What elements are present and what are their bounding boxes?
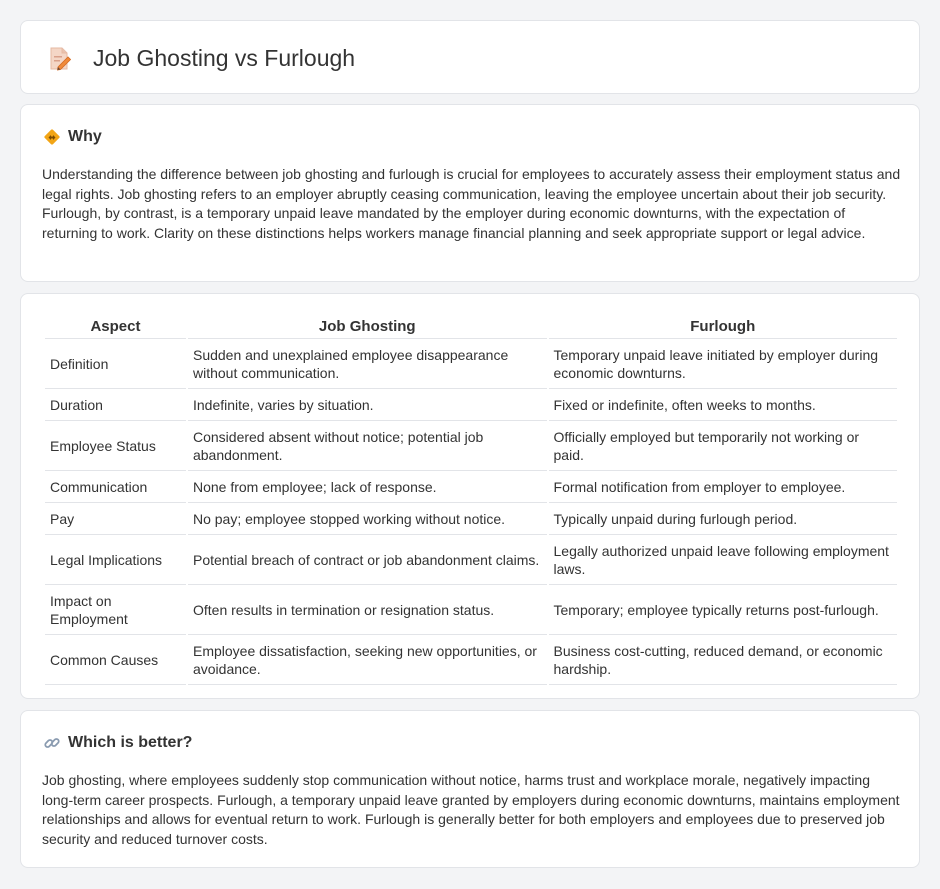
table-row <box>45 421 897 471</box>
table-cell-aspect: Legal Implications <box>45 535 186 585</box>
table-cell-job-ghosting: None from employee; lack of response. <box>188 471 547 503</box>
table-cell-furlough: Legally authorized unpaid leave following employment laws. <box>549 535 897 585</box>
table-cell-aspect: Definition <box>45 339 186 389</box>
table-cell-aspect: Employee Status <box>45 421 186 471</box>
table-row <box>45 471 897 503</box>
table-row <box>45 339 897 389</box>
table-cell-furlough: Temporary; employee typically returns post-furlough. <box>549 585 897 635</box>
table-row <box>45 585 897 635</box>
table-cell-job-ghosting: Employee dissatisfaction, seeking new opportunities, or avoidance. <box>188 635 547 685</box>
diamond-arrows-icon <box>43 128 61 146</box>
table-cell-job-ghosting: Often results in termination or resignation status. <box>188 585 547 635</box>
why-section <box>20 104 920 282</box>
comparison-table <box>43 316 899 685</box>
column-header-furlough: Furlough <box>549 316 897 339</box>
table-cell-job-ghosting: Considered absent without notice; potential job abandonment. <box>188 421 547 471</box>
table-row <box>45 503 897 535</box>
table-cell-furlough: Formal notification from employer to employee. <box>549 471 897 503</box>
which-is-better-text: Job ghosting, where employees suddenly stop communication without notice, harms trust and workplace morale, negatively impacting long-term career prospects. Furlough, a temporary unpaid leave granted by employers during economic downturns, maintains employment relationships and allows for eventual return to work. Furlough is generally better for both employers and employees due to preserved job security and reduced turnover costs. <box>42 772 900 847</box>
table-row <box>45 635 897 685</box>
comparison-card <box>20 293 920 699</box>
which-is-better-section <box>20 710 920 868</box>
table-cell-furlough: Temporary unpaid leave initiated by employer during economic downturns. <box>549 339 897 389</box>
table-cell-aspect: Duration <box>45 389 186 421</box>
page-title: Job Ghosting vs Furlough <box>93 45 356 71</box>
which-is-better-title: Which is better? <box>68 734 193 751</box>
table-cell-furlough: Fixed or indefinite, often weeks to months. <box>549 389 897 421</box>
which-is-better-heading <box>43 731 192 755</box>
table-row <box>45 535 897 585</box>
table-cell-furlough: Officially employed but temporarily not working or paid. <box>549 421 897 471</box>
table-cell-furlough: Business cost-cutting, reduced demand, or economic hardship. <box>549 635 897 685</box>
why-text: Understanding the difference between job ghosting and furlough is crucial for employees to accurately assess their employment status and legal rights. Job ghosting refers to an employer abruptly ceasing communication, leaving the employee uncertain about their job security. Furlough, by contrast, is a temporary unpaid leave mandated by the employer during economic downturns, with the expectation of returning to work. Clarity on these distinctions helps workers manage financial planning and seek appropriate support or legal advice. <box>42 166 901 241</box>
link-icon <box>43 734 61 752</box>
table-header-row <box>45 316 897 339</box>
why-heading <box>43 125 102 149</box>
table-cell-job-ghosting: Sudden and unexplained employee disappearance without communication. <box>188 339 547 389</box>
table-row <box>45 389 897 421</box>
table-cell-job-ghosting: No pay; employee stopped working without notice. <box>188 503 547 535</box>
column-header-aspect: Aspect <box>45 316 186 339</box>
table-cell-aspect: Pay <box>45 503 186 535</box>
table-cell-furlough: Typically unpaid during furlough period. <box>549 503 897 535</box>
why-title: Why <box>68 128 102 145</box>
table-cell-aspect: Common Causes <box>45 635 186 685</box>
table-cell-aspect: Impact on Employment <box>45 585 186 635</box>
table-cell-job-ghosting: Potential breach of contract or job abandonment claims. <box>188 535 547 585</box>
table-cell-aspect: Communication <box>45 471 186 503</box>
document-pencil-icon <box>49 47 71 71</box>
column-header-job-ghosting: Job Ghosting <box>188 316 547 339</box>
header-card <box>20 20 920 94</box>
table-cell-job-ghosting: Indefinite, varies by situation. <box>188 389 547 421</box>
